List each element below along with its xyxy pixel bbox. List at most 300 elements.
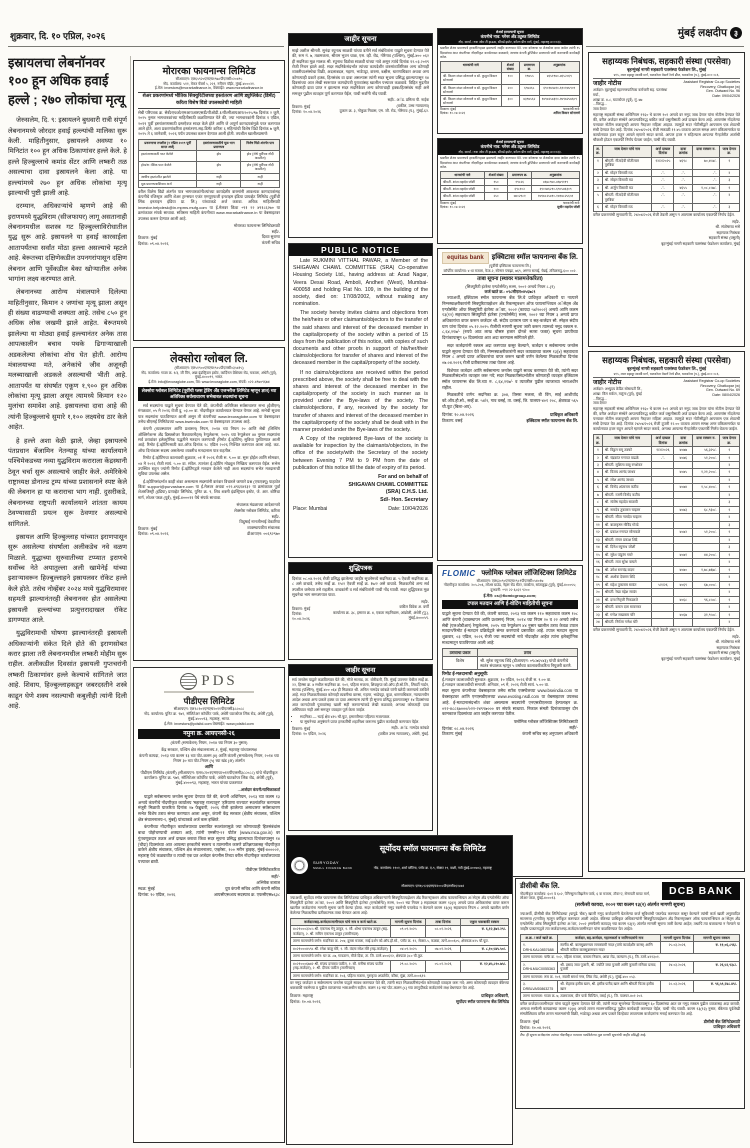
suryoday-logo-text	[313, 860, 353, 870]
masthead-title: मुंबई लक्षदीप	[677, 27, 727, 39]
cell: १७	[594, 566, 603, 573]
table-row	[441, 179, 580, 186]
cell: ३	[719, 544, 739, 551]
table-row	[594, 574, 740, 581]
place: ठिकाण: मुंबई	[292, 606, 311, 611]
cell: होय	[197, 151, 241, 162]
js2-signature	[378, 726, 429, 737]
column-header: अर्ज दाखल दिनांक	[652, 435, 674, 447]
equitas-title: इक्विटास स्मॉल फायनान्स बँक लि.	[491, 254, 578, 262]
cell	[674, 462, 693, 469]
cell: श्रीमती. कमल दत्ता सावरकर	[602, 604, 652, 611]
subheading-line: कंपनी कायदा, २०१३ च्या कलम १३ च्या पोट-कलम (४) आणि कंपनी (समावेशन) नियम, २०१४ च्या नियम ३० च्या पोट-नियम (५) च्या खंड (अ) अंतर्गत	[139, 753, 279, 764]
cell: १	[719, 447, 739, 454]
pds-logo-caption-rule	[164, 691, 254, 693]
applicant-line: शाखा: किंग सर्कल, माटुंगा (पूर्व), मुंबई	[593, 392, 642, 397]
cell	[674, 499, 693, 506]
signature-line: संचालक मंडळाच्या आदेशान्वये	[236, 502, 280, 508]
table-row	[594, 454, 740, 461]
cell: १	[719, 469, 739, 476]
cell: ७	[594, 491, 603, 498]
cell	[693, 589, 719, 596]
registrar2-notice-heading: जाहीर नोटीस	[593, 379, 622, 386]
table-row	[594, 596, 740, 603]
borrower-names: स्वर्गीय श्री. बालसुब्रमण्यम रामास्वामी नादर (यांचे कायदेशीर वारस) आणि श्रीमती कविता बालसुब्रमण्यम नादर	[558, 942, 661, 954]
cell	[693, 559, 719, 566]
table-row	[521, 942, 740, 954]
cell: ६	[594, 204, 603, 211]
cell: ३	[719, 204, 739, 211]
table-row	[139, 151, 280, 162]
dcb-table	[520, 934, 740, 1001]
flomic-logo: FLOMIC	[442, 569, 476, 579]
table-row-description	[521, 954, 740, 961]
signature-line: For and on behalf of	[378, 473, 428, 480]
js2-title: जाहीर सूचना	[289, 665, 432, 676]
signature-line: सहकारी संस्था (वसुली)	[708, 651, 740, 656]
column-header: दावा रक्कम रु.	[693, 145, 719, 157]
cell: ७४०२९८१	[508, 193, 532, 200]
corrigendum-body: दिनांक ०८.०४.२०२६ रोजी प्रसिद्ध झालेल्या जाहीर सूचनेमध्ये सदनिका क्र. ५ ऐवजी सदनिका क्र. ८ असे वाचावे, तसेच सर्व्हे क्र. १५/२ ऐवजी सर्व्हे क्र. १७/२ असे वाचावे. मिळकतीचे अन्य सर्व तपशील जसेच्या तसे राहतील. वाचकांनी व सर्व संबंधितांनी याची नोंद घ्यावी. सदर शुद्धिपत्रक मूळ सूचनेचा भाग समजण्यात यावा.	[292, 576, 429, 598]
cell	[652, 469, 674, 476]
cell: ३	[719, 177, 739, 184]
cell: २०	[594, 589, 603, 596]
notice-public-notice	[288, 243, 433, 558]
place: Place: Mumbai	[293, 506, 328, 513]
english-line: Date: 09/04/2026	[712, 94, 740, 98]
cell: ११	[594, 521, 603, 528]
cell	[652, 476, 674, 483]
suryoday-signature	[456, 993, 509, 1004]
cell: ४६७८९७०-४६७९११९	[532, 179, 580, 186]
cell	[652, 559, 674, 566]
cell	[674, 491, 693, 498]
cell: आधीच हस्तांतरित झालेले	[139, 173, 197, 180]
demand-date: २५.०३.२०२६	[661, 942, 694, 954]
notice-jahir-suchana-2	[288, 664, 433, 831]
signature-line: सही/-	[271, 873, 280, 879]
js1-place-date	[292, 105, 321, 115]
table-row	[441, 73, 580, 84]
signature-line: सही/- अॅड. नामदेव कांबळे	[391, 726, 429, 731]
notice-flomic	[437, 565, 583, 877]
cell: श्रीमती. सुशिला बाबू रणशेकर	[602, 462, 652, 469]
article-paragraph: इस्रायल आणि हिज्बुल्लाह यांच्यात इराणपासून सुरू असलेल्या संघर्षाला अलीकडेच नवे वळण मिळाले. युद्धाच्या सुरुवातीच्या टप्प्यात इराणचे सर्वोच्च नेते अयातुल्ला अली खामेनेई यांच्या इशाऱ्यावरून हिज्बुल्लाहने इस्रायलवर रॉकेट हल्ले केले होते. तसेच नोव्हेंबर २०२४ मध्ये युद्धविरामावर सहमती झाल्यानंतरही लेबनानवर होत असलेल्या इस्रायली हल्ल्यांच्या प्रत्युत्तरादाखल रॉकेट डागण्यात आले.	[8, 533, 127, 624]
dcb-place-date	[520, 1019, 551, 1030]
cell	[693, 574, 719, 581]
cell	[674, 589, 693, 596]
cell	[652, 604, 674, 611]
table-header-row	[594, 435, 740, 447]
cell	[674, 559, 693, 566]
table-row	[139, 173, 280, 180]
equitas-logo: equitas bank	[442, 252, 489, 264]
cell: १	[719, 581, 739, 588]
article-paragraph: हे हल्ले अशा वेळी झाले, जेव्हा इस्रायलचे पंतप्रधान बेंजामिन नेतन्याहू यांच्या कार्यालयाने पश्चिमेकडच्या नव्या युद्धविराम कराराला केंद्रस्थानी ठेवून चर्चा सुरू असल्याचे जाहीर केले. अमेरिकेचे राष्ट्राध्यक्ष डोनाल्ड ट्रम्प यांच्या प्रशासनाने स्पष्ट केले की लेबनान हा या कराराचा भाग नाही. दुसरीकडे, लेबनानच्या राष्ट्रपती कार्यालयाने शांतता कायम ठेवण्यासाठी प्रयत्न सुरू ठेवणार असल्याचे सांगितले.	[8, 437, 127, 528]
signature-line: सही/- अॅड. प्रमिला पी. नाईक	[387, 98, 429, 103]
registrar1-table	[593, 145, 740, 212]
registrar2-org: बृहन्मुंबई नागरी सहकारी पतसंस्था फेडरेशन लि., मुंबई	[626, 366, 707, 371]
table-row-description	[521, 973, 740, 980]
public-notice-title: PUBLIC NOTICE	[289, 244, 432, 256]
cell: नाही	[197, 180, 241, 187]
registrar2-address: ४१५, लाल बहादूर शास्त्री मार्ग, घाटकोपर वेस्टर्न रेल्वे ब्रीज, घाटकोपर (प.), मुंबई-४०० ०८६.	[593, 372, 740, 378]
notice-equitas-bank	[437, 248, 583, 561]
cell: ५१,२००/-	[693, 454, 719, 461]
cell: श्रीमती. गीतादेवी मोतीलाल पूरबिया	[602, 157, 652, 169]
table-row	[594, 544, 740, 551]
js2-bullets	[300, 715, 429, 725]
cell: ६९०१७५७१०-६९०१७५९०९	[539, 84, 579, 95]
cell: विशेष	[443, 656, 478, 669]
cell	[652, 529, 674, 536]
column-header: प्रकरणाचा तपशील (१ एप्रिल २०१९ पूर्वी सादर अर्ज)	[139, 139, 197, 150]
cell	[652, 506, 674, 513]
cell: श्री. विनोद शांताराम कटीय	[602, 484, 652, 491]
cn2-table	[440, 171, 580, 200]
cell: श्रीमती. सीता नामदेव चव्हाण	[602, 514, 652, 521]
cell: ६९७२६८	[519, 84, 539, 95]
signature-line: मोरारका फायनान्स लिमिटेडसाठी	[233, 222, 280, 228]
corrigendum-signature	[319, 600, 429, 622]
cn1-tag: शेअर्स हरवल्याची सूचना	[496, 30, 524, 34]
js2-body: सर्व जनतेस याद्वारे कळविण्यात येते की, मौजे मालाड, ता. बोरीवली, जि. मुंबई उपनगर येथील सर्व्हे क्र. २२, हिस्सा क्र. ४ मधील सदनिका क्र. १०१, पहिला मजला, शिवकृपा को.ऑप.हौ.सो.लि., लिबर्टी गार्डन, मालाड (पश्चिम), मुंबई-४०० ०६४ ही मिळकत श्री. अनिल नामदेव कांबळे यांनी खरेदी करण्याचे ठरविले आहे. सदर मिळकतीबाबत कोणाही व्यक्तीचा वारसा, गहाण, भाडेपट्टा, कूळ, धारणाधिकार, न्यायालयीन आदेश अथवा अन्य प्रकारे हक्क वा दावा असल्यास त्यांनी ही सूचना प्रसिद्ध झाल्यापासून १४ दिवसांच्या आत कागदोपत्री पुराव्यांसह खाली सही करणाऱ्यांकडे लेखी कळवावे; अन्यथा कोणताही दावा अस्तित्वात नाही असे समजून व्यवहार पूर्ण केला जाईल.	[292, 678, 429, 713]
place: ठिकाण: मुंबई	[520, 1019, 540, 1025]
date: दिनांक: १०.०४.२०२६	[440, 111, 466, 116]
signature-line: सही/-	[732, 219, 740, 224]
column-header: दावा क्रमांक	[674, 145, 693, 157]
cell: ४६५१९७०-४६५२०६९	[539, 73, 579, 84]
holder-name: सुधीर महादेव जोशी	[557, 204, 580, 209]
applicant-line: जाब देणार	[593, 401, 607, 406]
property-description: तारण मालमत्ता: रूम क्र. १०१, स्वामी समर्थ नगर, लिंक रोड, अंधेरी (प.), मुंबई-४०० ०५३.	[521, 973, 740, 980]
flomic-outro: सदर सूचना कंपनीच्या वेबसाइटवर तसेच स्टॉक एक्स्चेंजच्या www.bseindia.com या वेबसाइटवर आणि एनएसडीएलच्या www.evoting.nsdl.com या वेबसाइटवर उपलब्ध आहे. ई-मतदानासंदर्भात शंका असल्यास सदस्यांनी एनएसडीएलच्या हेल्पलाइन क्र. ०२२-४८८६७०००/०२२-२४९९७००० वर संपर्क साधावा. निकाल संमती दिनांकापासून दोन कामकाज दिवसांच्या आत जाहीर करण्यात येतील.	[442, 688, 578, 717]
signature-line: वकील विवेक अ. वर्णी	[399, 605, 429, 610]
demand-date: २४.०३.२०२६	[661, 961, 694, 973]
cell: श्रीमती. रेखा महेश सावंत	[602, 589, 652, 596]
place: ठिकाण: मुंबई	[442, 731, 463, 737]
signature-line: पीडीएस लिमिटेडकरिता	[245, 867, 280, 873]
cell: १७९७२५७३१०-१७९७२५७६०९	[539, 95, 579, 106]
flomic-intro: याद्वारे सूचना देण्यात येते की, कंपनी कायदा, २०१३ च्या कलम ११० सहवाचता कलम १०८ आणि कंपनी (व्यवस्थापन आणि प्रशासन) नियम, २०१४ च्या नियम २० व २२ अन्वये तसेच सेबी (एलओडीआर) रेग्युलेशन्स, २०१५ च्या रेग्युलेशन ४४ नुसार खालील ठराव केवळ टपाल मतदान/रिमोट ई-मतदान प्रक्रियेद्वारे संमत करण्याचे प्रस्तावित आहे. टपाल मतदान सूचना शुक्रवार, ०३ एप्रिल, २०२६ रोजी ज्या सदस्यांची नावे नोंदवहीत आहेत त्यांना इलेक्ट्रॉनिक माध्यमातून पाठविण्यात आली आहे:	[442, 611, 578, 645]
cell	[652, 536, 674, 543]
cn1-body: खालील शेअर प्रमाणपत्रे हरवली/गहाळ झाल्याचे जाहीर करण्यात येते. ज्या कोणाचा या शेअर्सवर दावा असेल त्यांनी १५ दिवसांच्या आत कंपनीच्या नोंदणीकृत कार्यालयात कळवावे; अन्यथा कंपनी डुप्लिकेट प्रमाणपत्रे जारी करण्याची कार्यवाही करेल.	[440, 46, 580, 59]
column-header: अनुक्रमांक	[532, 172, 580, 179]
signature-line: डीआयएन: ००६९२९७०	[247, 531, 280, 536]
column-header: जाब देणार क्र.	[719, 435, 739, 447]
cell	[652, 491, 674, 498]
english-line: Recovery, Ghatkopar (w)	[700, 383, 740, 388]
cell: ९६,८५०/-	[693, 596, 719, 603]
table-row	[594, 604, 740, 611]
table-row	[521, 961, 740, 973]
subheading-line: केंद्र सरकार, पश्चिम क्षेत्र संचालनालय-१, मुंबई, महाराष्ट्र यांच्यासमक्ष	[161, 746, 257, 752]
flomic-title: फ्लोमिक ग्लोबल लॉजिस्टिक्स लिमिटेड	[481, 570, 577, 577]
table-row	[594, 157, 740, 169]
cell: नाही	[241, 180, 280, 187]
table-row	[139, 162, 280, 173]
cell: ३१,९५०/-	[693, 611, 719, 618]
suryoday-logo-sub: SMALL FINANCE BANK	[313, 866, 353, 870]
english-line: Assistant Registrar Co-op Societies	[683, 378, 740, 383]
cell	[693, 604, 719, 611]
signature-line: लेक्सोरा ग्लोबल लिमिटेड, करिता	[234, 507, 280, 513]
cell: २	[719, 619, 739, 626]
lexora-place-date	[138, 526, 169, 537]
registrar1-footer: वरील प्रकरणांची सुनावणी दि. २४/०४/२०२६ रोजी ठेवली असून न आल्यास कार्यालय एकतर्फी निर्णय देईल.	[593, 212, 735, 217]
notice-paragraph: The society hereby invites claims and objections from the heir/heirs or other claimants/objectors to the transfer of the said shares and interest of the deceased member in the capital/property of the society within a period of 15 days from the publication of this notice, with copies of such documents and other proofs in support of his/her/their claims/objections for transfer of shares and interest of the deceased member in the capital/property of the society.	[293, 310, 428, 367]
cn2-address: नोंद. कार्या.: नवा ओम टी हाऊस, सीवर्ड इस्टेट, कॉटन ग्रीन मार्ग, मुंबई, महाराष्ट्र-४०००३३.	[458, 149, 562, 154]
cell: १००	[484, 186, 508, 193]
signature-line: (वकील, उच्च न्यायालय)	[396, 103, 429, 108]
flomic-place-date	[442, 726, 474, 737]
signature-line: सही/-	[271, 513, 280, 519]
place: ठिकाण: मुंबई	[440, 200, 456, 205]
cell: श्री. बाळकृष्ण गोविंद गोरडे	[602, 521, 652, 528]
flomic-schedule	[442, 677, 578, 688]
table-header-row	[594, 145, 740, 157]
date: दिनांक: ०९.०४.२०२६	[138, 531, 169, 537]
equitas-signature	[526, 412, 578, 424]
place: ठिकाण: वसई	[442, 418, 463, 424]
property-description: तारण मालमत्ता: फ्लॅट क्र. १०२, पहिला मजला, कमला निवास, आग्रा रोड, कल्याण (प.), जि. ठाणे-४२१३०१.	[521, 954, 740, 961]
cell: ४०७४	[674, 484, 693, 491]
signature-line: (SRA) C.H.S. Ltd.	[385, 489, 428, 496]
cell: -''-	[674, 169, 693, 176]
table-row	[594, 611, 740, 618]
notice-paragraph: सर्व सदस्यांना याद्वारे सूचना देण्यात येते की, कंपनीची अतिरिक्त सर्वसाधारण सभा (ईजीएम) मंगळवार, ०५ मे २०२६ रोजी दु. ०३.०० वा. नोंदणीकृत कार्यालयात घेण्यात येणार आहे. सभेची सूचना पात्र सदस्यांना पाठविण्यात आली असून ती कंपनीच्या www.lexoraglobe.com या वेबसाइटवर तसेच बीएसई लिमिटेडच्या www.bseindia.com या वेबसाइटवर उपलब्ध आहे.	[138, 402, 280, 424]
cell: श्रीमती. शांता महादेव जोशी	[441, 179, 485, 186]
cell: १२	[594, 529, 603, 536]
column-header: दावा क्रमांक	[674, 435, 693, 447]
cell: ४०६९	[674, 581, 693, 588]
cn2-tag: शेअर्स हरवल्याची सूचना	[496, 140, 524, 144]
registrar2-body: महाराष्ट्र सहकारी संस्था अधिनियम १९६० चे कलम १०१ अन्वये वर नमूद जाब देणार यांना नोटीस देण्यात येते की, वरील अर्जदार संस्थेने आपल्याविरुद्ध थकीत कर्ज वसुलीसाठी अर्ज दाखल केला आहे. आपणांस नोंदलेल्या पत्त्यावर नोटीस बजावूनही आपण गैरहजर राहिला आहात. त्यामुळे सदर नोटीसीद्वारे आपणास एक शेवटची संधी देण्यात येत आहे. दिनांक २४/०४/२०२६ रोजी दुपारी १२.०० वाजता आपण समक्ष अगर वकिलामार्फत या कार्यालयात हजर राहून आपले म्हणणे सादर करावे, अन्यथा आपल्या गैरहजेरीत एकतर्फी निर्णय घेतला जाईल.	[593, 407, 740, 432]
column-header: जाब देणार यांचे नाव	[602, 435, 652, 447]
table-row	[291, 945, 509, 952]
registrar1-address: ४१५, लाल बहादूर शास्त्री मार्ग, घाटकोपर वेस्टर्न रेल्वे ब्रीज, घाटकोपर (प.), मुंबई-४०० ०८६.	[593, 73, 740, 79]
lexora-body	[138, 403, 280, 500]
cell: १००	[501, 73, 519, 84]
table-header-row	[139, 139, 280, 150]
equitas-rule-line: (सिक्युरिटी इंटरेस्ट एन्फोर्समेंट) रुल्स, २००२ अन्वये नियम ८-(१)	[465, 283, 555, 289]
cn1-address: नोंद. कार्या.: नवा ओम टी हाऊस, सीवर्ड इस्टेट, कॉटन ग्रीन मार्ग, मुंबई, महाराष्ट्र-४०००३३.	[458, 39, 562, 44]
signature-line: सहाय्यक निबंधक	[716, 645, 740, 650]
english-line: Gen. Outward No. 69	[706, 388, 740, 393]
signature-line: कंपनी सचिव सह अनुपालन अधिकारी	[522, 731, 578, 737]
cell: नाही	[241, 173, 280, 180]
cell	[652, 574, 674, 581]
cell: श्री. सुरेश रघुनाथ शिंदे (डीआयएन: ०९८७६५४३) यांची कंपनीचे स्वतंत्र संचालक म्हणून ५ वर्षांच्या कालावधीकरिता नियुक्ती करणे.	[478, 656, 578, 669]
cell	[674, 544, 693, 551]
cell: ५१,२००/-	[693, 529, 719, 536]
cell: २	[719, 559, 739, 566]
cell: ७३९७५६२	[519, 95, 539, 106]
place: ठिकाण: मुंबई	[138, 235, 158, 241]
cell: श्रीमती. रजनी विनोद कटीय	[602, 491, 652, 498]
column-header: अ. क्र.	[594, 435, 603, 447]
table-row-description	[291, 972, 509, 979]
cell: ४६५५	[674, 184, 693, 191]
notice-registrar-2	[588, 351, 745, 872]
cell: श्री. उमेश रामचंद्र कदम	[602, 566, 652, 573]
demand-date: ०९.०९.२०२५	[391, 926, 426, 938]
table-row	[594, 177, 740, 184]
borrower-names: ४०२१०००३२८५ श्री. एकनाथ गेनू ठाकूर, १. सौ. शोभा एकनाथ ठाकूर (सह-कर्जदार), २. श्री. सचिन एकनाथ ठाकूर (जामीनदार)	[291, 926, 391, 938]
place: ठिकाण: मुंबई	[292, 727, 311, 732]
cell: श्री. अशोक देवराम शिंदे	[602, 574, 652, 581]
demand-date: २८.०३.२०२६	[661, 981, 694, 993]
cell	[693, 514, 719, 521]
registrar2-footer: वरील प्रकरणांची सुनावणी दि. २४/०४/२०२६ रोजी ठेवली असून न आल्यास कार्यालय एकतर्फी निर्णय देईल.	[593, 627, 735, 632]
cell: २५०	[484, 193, 508, 200]
cell: २	[719, 169, 739, 176]
outstanding-amount: रु. १२,४५,८९०.७५/-	[461, 960, 509, 972]
cn1-table	[440, 61, 580, 107]
pds-banner: नमुना क्र. आयएनसी-२६	[138, 729, 280, 739]
cell: होय (जेथे पूर्वीच्या नोंदी असतील)	[241, 151, 280, 162]
table-row	[594, 204, 740, 211]
registrar2-english-block	[683, 379, 740, 398]
morarka-intro: सेबी परिपत्रक क्र. सेबी/एचओ/एमआयआरएसडी/पीओडी-१/पी/सीआयआर/२०२५/९७ दिनांक २ जुलै, २०२५ नुसार भागधारकांच्या माहितीसाठी कळविण्यात येते की, ज्या भागधारकांनी दिनांक १ एप्रिल, २०१९ पूर्वी हस्तांतरणासाठी दस्तऐवज सादर केले होते आणि जे अपूर्ण कागदपत्रांमुळे परत करण्यात आले होते, अशा प्रकरणांकरिता हस्तांतरण-सह-डिमॅट करिता ६ महिन्यांची विशेष विंडो दिनांक ७ जुलै, २०२५ ते ६ जानेवारी, २०२६ पर्यंत उपलब्ध करून देण्यात आली होती. तपशील खालीलप्रमाणे:	[138, 110, 280, 137]
table-row	[594, 536, 740, 543]
cell	[693, 491, 719, 498]
registrar2-title: सहाय्यक निबंधक, सहकारी संस्था (परसेवा)	[602, 355, 731, 365]
cell: ४०७६	[674, 454, 693, 461]
flomic-schedule-title: रिमोट ई-मतदानाची अनुसूची:	[442, 670, 489, 676]
cell: -''-	[652, 169, 674, 176]
cell: ७०,४५४/-	[693, 157, 719, 169]
notice-paragraph: A Copy of the registered Bye-laws of the society is available for inspection by the claimants/objectors, in the office of the society/with the Secretary of the society between Evening 7 PM to 9 PM from the date of publication of this notice till the date of expiry of its period.	[293, 436, 428, 471]
article-paragraph: दरम्यान, अधिकाऱ्यांचे म्हणणे आहे की इराणमध्ये युद्धविराम (सीजफायर) लागू असतानाही लेबनानमधील सशस्त्र गट हिज्बुल्लाविरोधातील युद्ध सुरू आहे. इस्रायलने या हवाई कारवाईला आतापर्यंतचा सर्वांत मोठा हल्ला असल्याचे म्हटले आहे. बेरूतच्या दक्षिणेकडील उपनगरांपासून दक्षिण लेबनान आणि पूर्वेकडील बेका खोऱ्यातील अनेक भागांना लक्ष्य करण्यात आले.	[8, 203, 127, 283]
cell	[652, 514, 674, 521]
pds-ring-icon	[180, 673, 197, 690]
date: दिनांक: १० एप्रिल, २०२६	[138, 892, 176, 898]
signature-line: व्यवस्थापकीय संचालक	[247, 525, 280, 531]
table-row	[594, 462, 740, 469]
cell: ४०७२	[674, 529, 693, 536]
place: ठिकाण: मुंबई	[292, 104, 311, 109]
flomic-banner: टपाल मतदान आणि ई-वोटिंग माहितीची सूचना	[442, 600, 578, 609]
cell: २१	[594, 596, 603, 603]
applicant-line: अर्जदार: अभ्युदय क्रेडिट सोसायटी लि.,	[593, 387, 643, 392]
flomic-signature	[514, 719, 578, 737]
morarka-place-date	[138, 235, 169, 246]
cell	[652, 589, 674, 596]
column-header: अनुक्रमांक	[539, 62, 579, 73]
registrar1-org: बृहन्मुंबई नागरी सहकारी पतसंस्था फेडरेशन लि., मुंबई	[626, 67, 707, 72]
cn2-place-date	[440, 201, 465, 210]
cell: -''-	[674, 177, 693, 184]
cell: -''-	[693, 204, 719, 211]
table-row	[594, 581, 740, 588]
dcb-note: टीप: ही सूचना कर्जदारांना त्यांच्या नोंदणीकृत पत्त्यावर पाठविलेल्या मूळ मागणी सूचनांची जाहीर प्रसिद्धी आहे.	[520, 1031, 740, 1037]
dcb-address: नोंदणीकृत कार्यालय: ६०१ व ६०२, पेनिन्सुला बिझनेस पार्क, ६ वा मजला, टॉवर ए, सेनापती बापट मार्ग, लोअर परळ, मुंबई-४०००१३.	[520, 891, 650, 901]
js1-title: जाहीर सूचना	[289, 34, 432, 46]
notice-paragraph: ई-व्होटिंगसंदर्भात काही शंका असल्यास सदस्यांनी वारंवार विचारले जाणारे प्रश्न (एफएक्यू) पाहावेत किंवा support@purvashare.com या ई-मेलवर अथवा ०२२-४९६१४१३२ या क्रमांकावर पूर्वा शेअरजिस्ट्री (इंडिया) प्रायव्हेट लिमिटेड, युनिट क्र. ९, शिव शक्ती इंडस्ट्रियल इस्टेट, जे. आर. बोरिचा मार्ग, लोअर परळ (पूर्व), मुंबई-४०००११ येथे संपर्क साधावा.	[138, 478, 280, 500]
column-header: एकूण थकबाकी रक्कम	[461, 919, 509, 926]
notice-paragraph: याद्वारे सर्वसामान्य जनतेस सूचना देण्यात येते की, कंपनी अधिनियम, २०१३ च्या कलम १३ अन्वये कंपनीचे नोंदणीकृत कार्यालय 'महाराष्ट्र राज्यातून' 'हरियाणा राज्यात' स्थलांतरित करण्यास मंजुरी मिळावी याकरिता दिनांक २७ फेब्रुवारी, २०२६ रोजी झालेल्या असाधारण सर्वसाधारण सभेत विशेष ठराव संमत करण्यात आला असून, कंपनी केंद्र सरकार (क्षेत्रीय संचालक, पश्चिम क्षेत्र संचालनालय-१, मुंबई) यांच्याकडे अर्ज करू इच्छिते.	[138, 793, 280, 822]
dcb-intro: ज्याअर्थी, डीसीबी बँक लिमिटेडच्या (यापुढे 'बँक') खाली नमूद कर्जदारांनी घेतलेल्या कर्ज सुविधांची परतफेड करण्यात कसूर केल्याने त्यांची कर्ज खाती अनुत्पादित मालमत्ता (एनपीए) म्हणून वर्गीकृत करण्यात आली आहेत. बँकेच्या प्राधिकृत अधिकाऱ्यांनी सिक्युरिटायझेशन अँड रिकन्स्ट्रक्शन ऑफ फायनान्शियल अॅसेट्स अँड एन्फोर्समेंट ऑफ सिक्युरिटी इंटरेस्ट अॅक्ट, २००२ (सरफैसी कायदा) च्या कलम १३(२) अंतर्गत मागणी सूचना जारी केल्या आहेत; तथापि त्या बजावल्या न गेल्याने या जाहीर प्रकटनाद्वारे त्या कर्जदार/सह-कर्जदार/जामीनदार यांना कळविण्यात येत आहेत:	[520, 911, 740, 931]
borrower-names: श्री. प्रसाद जया पुजारी, श्री. ज्योति जया पुजारी आणि कुमारी मनिका प्रसाद पुजारी	[558, 961, 661, 973]
suryoday-header	[287, 836, 512, 894]
cell: श्री. महेश तुकाराम सावंत	[602, 581, 652, 588]
cell: -''-	[693, 177, 719, 184]
cell	[693, 521, 719, 528]
cell: श्री. रमेश आनंद जाधव	[602, 476, 652, 483]
table-row	[594, 619, 740, 626]
signature-line: डीसीबी बँक लिमिटेडसाठी	[703, 1018, 740, 1024]
table-row	[594, 506, 740, 513]
table-row	[594, 589, 740, 596]
applicant-line: ...विरुद्ध...	[593, 102, 607, 107]
masthead	[678, 26, 742, 40]
cell: ४०७३	[674, 506, 693, 513]
cell: श्री. प्रकाश गणपत सोनावळे	[602, 529, 652, 536]
column-header: मागणी सूचना दिनांक	[661, 934, 694, 941]
cell	[674, 536, 693, 543]
column-header: धारकांची नावे	[441, 62, 502, 73]
cell: १	[719, 611, 739, 618]
english-line: Date: 08/04/2026	[712, 393, 740, 397]
cell: ९	[594, 506, 603, 513]
suryoday-place-date	[290, 993, 321, 1004]
cell: -''-	[652, 184, 674, 191]
column-header: मागणी सूचना दिनांक	[391, 919, 426, 926]
cell: ५/१/२६	[652, 581, 674, 588]
cell: २	[719, 462, 739, 469]
schedule-line: ई-मतदान कालावधीची समाप्ती: शनिवार, ०९ मे, २०२६ रोजी सायं. ५.०० वा.	[442, 682, 549, 688]
cell: १	[719, 566, 739, 573]
cell: ३	[594, 177, 603, 184]
cell: १२/२/२०२५	[652, 157, 674, 169]
signature-line: सूर्योदय स्मॉल फायनान्स बँक लिमिटेड	[455, 998, 509, 1004]
cell: १८	[594, 574, 603, 581]
column-header: अ.क्र. / कर्ज खाते क्र.	[521, 934, 558, 941]
cell: -''-	[652, 454, 674, 461]
column-header: धारकांची नावे	[441, 172, 485, 179]
registrar1-notice-heading: जाहीर नोटीस	[593, 80, 622, 87]
column-header: प्रमाणपत्र क्र.	[519, 62, 539, 73]
cell: २	[719, 536, 739, 543]
cell: श्रीमती. निर्मला गणेश चोरे	[602, 619, 652, 626]
signature-line: सहाय्यक निबंधक	[716, 230, 740, 235]
demand-date: ०४.०९.२०२५	[391, 945, 426, 952]
morarka-table	[138, 139, 280, 188]
table-row	[594, 184, 740, 191]
dcb-signature	[704, 1019, 740, 1031]
pds-contact: ई-मेल: investors@pdsltd.com वेबसाईट: www.pdsltd.com	[164, 722, 254, 726]
cell: नाही	[197, 173, 241, 180]
page-number-badge: ३	[730, 27, 742, 39]
suryoday-cin: सीआयएन: एल६५९२३एमएच२००८पीएलसी२६१४७२	[401, 884, 465, 888]
cn1-holder	[553, 107, 580, 116]
date: Date: 10/04/2026	[388, 506, 428, 513]
cell: मूळ प्रमाणपत्राशिवाय अर्ज	[139, 180, 197, 187]
cell: ४०७१	[674, 551, 693, 558]
column-header: हस्तांतरणासाठीचे मूळ भाग प्रमाणपत्र	[197, 139, 241, 150]
column-header: शेअर्स संख्या	[501, 62, 519, 73]
english-line: Recovery, Ghatkopar (w)	[700, 84, 740, 89]
cell: २२	[594, 604, 603, 611]
cell: १९८२६	[508, 179, 532, 186]
cell	[652, 566, 674, 573]
table-header-row	[441, 172, 580, 179]
signature-line: (वकील उच्च न्यायालय), अंधेरी, मुंबई.	[378, 731, 429, 736]
signature-line: प्राधिकृत अधिकारी,	[481, 993, 509, 999]
cell: ४	[594, 184, 603, 191]
table-row	[594, 559, 740, 566]
